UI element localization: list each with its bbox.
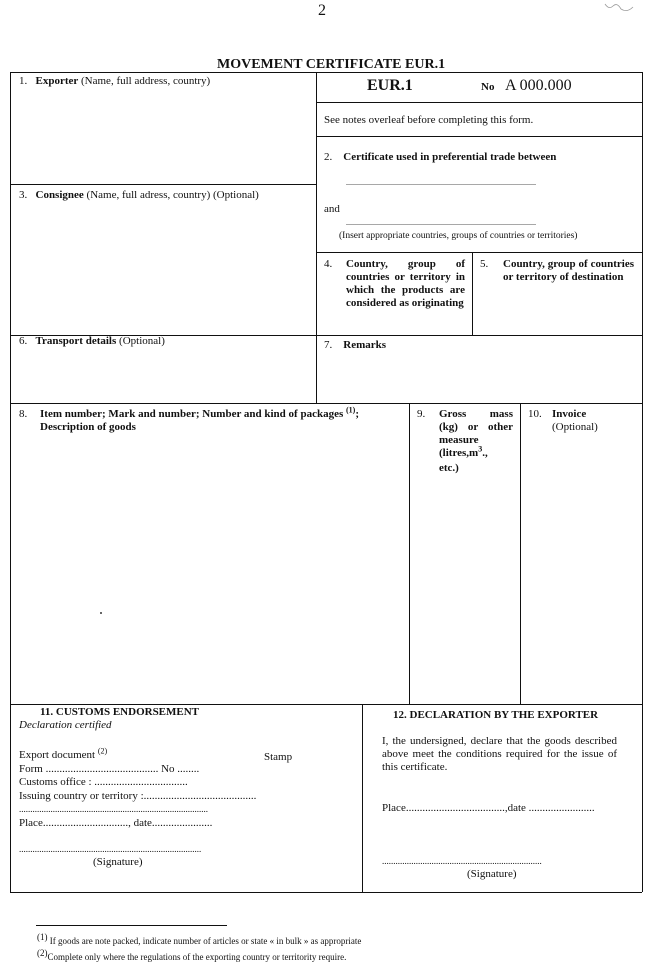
stamp-label: Stamp bbox=[264, 751, 293, 763]
box9-gross-mass bbox=[439, 408, 513, 460]
box-detail: (Name, full address, country) bbox=[81, 75, 211, 87]
box-number: 2. bbox=[324, 151, 333, 163]
box-label: Certificate used in preferential trade between bbox=[343, 151, 557, 163]
box-number: 7. bbox=[324, 339, 333, 351]
export-document bbox=[19, 746, 108, 762]
box11-subtitle: Declaration certified bbox=[19, 719, 112, 731]
box2-insert-note: (Insert appropriate countries, groups of countries or territories) bbox=[339, 231, 578, 241]
footnote-1 bbox=[37, 932, 362, 947]
eur1-heading: EUR.1 bbox=[367, 77, 413, 94]
scan-dot bbox=[100, 612, 102, 614]
box-number-4: 4. bbox=[324, 258, 333, 270]
issuing-country-line: Issuing country or territory :......................................... bbox=[19, 790, 257, 802]
box-label: Remarks bbox=[343, 339, 387, 351]
box-detail: (Name, full adress, country) (Optional) bbox=[86, 189, 259, 201]
place-date-line-12: Place....................................,date ........................ bbox=[382, 802, 595, 814]
export-doc-label: Export document bbox=[19, 749, 98, 761]
box-number: 3. bbox=[19, 189, 28, 201]
box11-title: 11. CUSTOMS ENDORSEMENT bbox=[40, 706, 200, 718]
box9-text: Gross mass (kg) or other measure (litres,m bbox=[439, 408, 513, 459]
box9-etc: etc.) bbox=[439, 462, 459, 474]
box-number: 6. bbox=[19, 335, 28, 347]
signature-dots-12: ....................................................................... bbox=[382, 856, 542, 866]
footnote-ref: (1) bbox=[346, 405, 356, 415]
box10-optional: (Optional) bbox=[552, 421, 598, 433]
footnote-text: Complete only where the regulations of the exporting country or territority require. bbox=[47, 952, 347, 962]
box-number: 1. bbox=[19, 75, 28, 87]
box-detail: (Optional) bbox=[119, 335, 165, 347]
notes-instruction: See notes overleaf before completing this form. bbox=[324, 114, 534, 126]
box5-destination-country: Country, group of countries or territory of destination bbox=[503, 258, 634, 283]
signature-dots: ................................................................................. bbox=[19, 844, 202, 854]
place-date-line: Place..............................., date...................... bbox=[19, 817, 213, 829]
footnote-mark: (2) bbox=[37, 948, 48, 958]
box4-origin-country: Country, group of countries or territory in which the products are considered as originating bbox=[346, 258, 465, 309]
box8-goods-description bbox=[40, 405, 359, 421]
form-line: Form ......................................... No ........ bbox=[19, 763, 200, 775]
customs-office-line: Customs office : .................................. bbox=[19, 776, 188, 788]
box6-transport bbox=[19, 335, 165, 348]
box12-title: 12. DECLARATION BY THE EXPORTER bbox=[393, 709, 599, 721]
declaration-text: I, the undersigned, declare that the goods described above meet the conditions required for the issue of this certificate. bbox=[382, 735, 617, 773]
box-number-9: 9. bbox=[417, 408, 426, 420]
certificate-number: A 000.000 bbox=[505, 77, 572, 94]
number-label: No bbox=[481, 81, 495, 93]
box8-line2: Description of goods bbox=[40, 421, 136, 433]
box2-and: and bbox=[324, 203, 340, 215]
signature-label: (Signature) bbox=[93, 856, 143, 868]
box-label: Transport details bbox=[35, 335, 117, 347]
box2-preferential-trade bbox=[324, 151, 556, 164]
form-title: MOVEMENT CERTIFICATE EUR.1 bbox=[217, 57, 446, 72]
box7-remarks bbox=[324, 339, 386, 352]
box8-text-end: ; bbox=[355, 408, 359, 420]
cube-superscript: 3 bbox=[478, 444, 483, 454]
scan-mark-icon bbox=[600, 0, 640, 14]
footnote-mark: (1) bbox=[37, 932, 48, 942]
box-number-10: 10. bbox=[528, 408, 542, 420]
box3-consignee bbox=[19, 189, 259, 202]
box-label: Exporter bbox=[35, 75, 79, 87]
box-number-5: 5. bbox=[480, 258, 489, 270]
footnote-ref: (2) bbox=[97, 746, 108, 756]
page-number: 2 bbox=[318, 2, 326, 19]
box2-dots-line: ............................................................................................... bbox=[346, 178, 536, 187]
box-number-8: 8. bbox=[19, 408, 28, 420]
signature-label-12: (Signature) bbox=[467, 868, 517, 880]
box8-text: Item number; Mark and number; Number and kind of packages bbox=[40, 408, 346, 420]
box2-dots-line: ............................................................................................... bbox=[346, 218, 536, 227]
footnote-separator bbox=[36, 925, 227, 926]
box10-invoice: Invoice bbox=[552, 408, 587, 420]
blank-dots-line: .................................................................................... bbox=[19, 804, 208, 814]
footnote-2 bbox=[37, 948, 347, 963]
footnote-text: If goods are note packed, indicate number of articles or state « in bulk » as appropriate bbox=[47, 936, 362, 946]
box1-exporter bbox=[19, 75, 210, 88]
box9-text-end: ., bbox=[482, 447, 488, 459]
box-label: Consignee bbox=[35, 189, 84, 201]
